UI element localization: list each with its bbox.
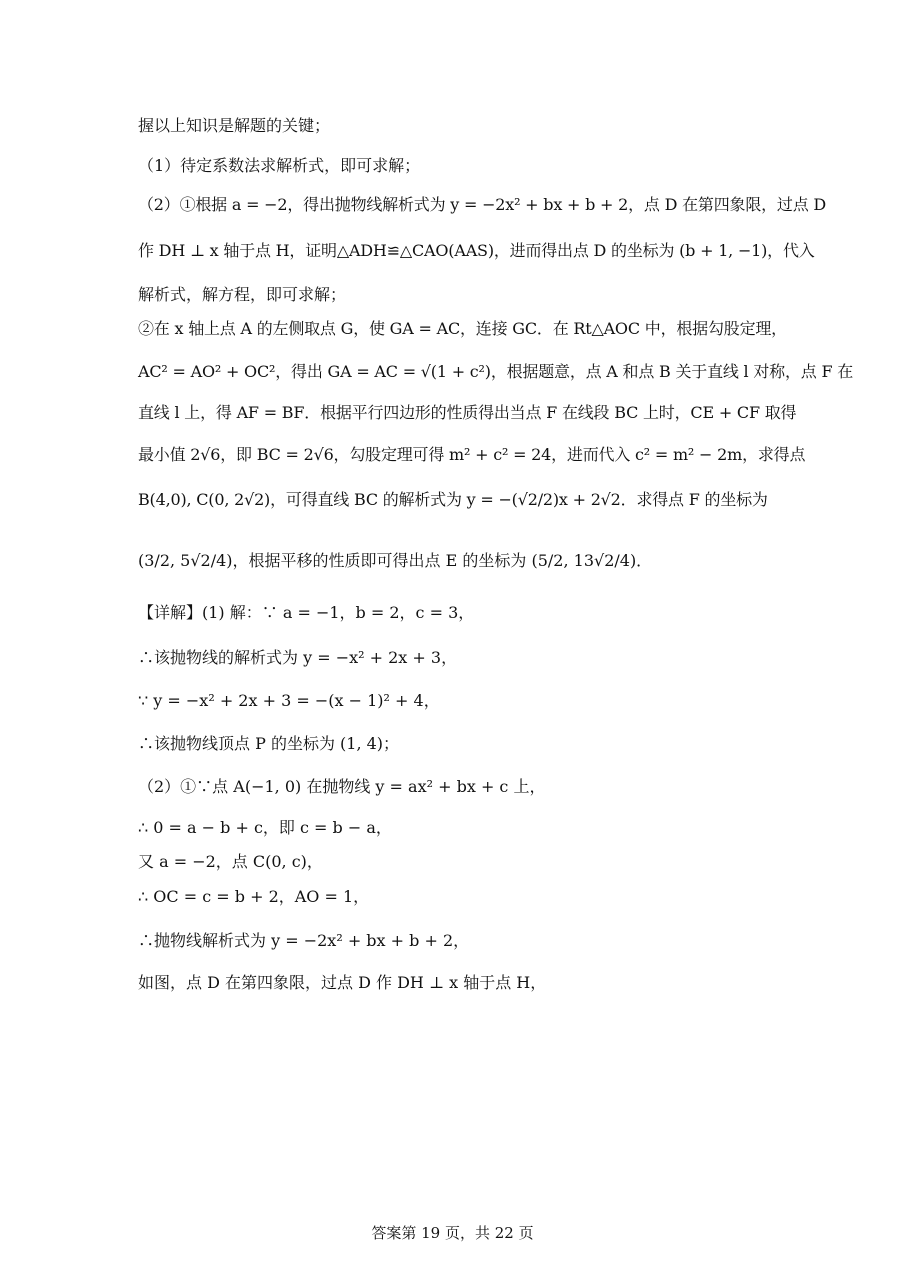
text-line-4: 作 DH ⊥ x 轴于点 H，证明△ADH≌△CAO(AAS)，进而得出点 D 的坐标为 (b + 1, −1)，代入 [138, 241, 815, 260]
text-line-8: 直线 l 上，得 AF = BF．根据平行四边形的性质得出当点 F 在线段 BC 上时，CE + CF 取得 [138, 403, 797, 422]
text-line-1: 握以上知识是解题的关键； [138, 116, 331, 135]
text-line-16: （2）①∵点 A(−1, 0) 在抛物线 y = ax² + bx + c 上， [138, 777, 546, 796]
text-line-3: （2）①根据 a = −2，得出抛物线解析式为 y = −2x² + bx + b + 2，点 D 在第四象限，过点 D [138, 195, 827, 214]
text-line-7: AC² = AO² + OC²，得出 GA = AC = √(1 + c²)，根据题意，点 A 和点 B 关于直线 l 对称，点 F 在 [138, 362, 854, 381]
text-line-19: ∴ OC = c = b + 2，AO = 1， [138, 887, 370, 906]
text-line-10: B(4,0), C(0, 2√2)，可得直线 BC 的解析式为 y = −(√2/2)x + 2√2．求得点 F 的坐标为 [138, 490, 768, 509]
text-line-13: ∴该抛物线的解析式为 y = −x² + 2x + 3， [138, 648, 458, 667]
text-line-5: 解析式，解方程，即可求解； [138, 285, 347, 304]
text-line-17: ∴ 0 = a − b + c，即 c = b − a， [138, 818, 392, 837]
text-line-21: 如图，点 D 在第四象限，过点 D 作 DH ⊥ x 轴于点 H， [138, 973, 547, 992]
text-line-6: ②在 x 轴上点 A 的左侧取点 G，使 GA = AC，连接 GC．在 Rt△AOC 中，根据勾股定理， [138, 319, 787, 338]
text-line-20: ∴抛物线解析式为 y = −2x² + bx + b + 2， [138, 931, 470, 950]
text-line-11: (3/2, 5√2/4)，根据平移的性质即可得出点 E 的坐标为 (5/2, 13√2/4)． [138, 551, 653, 570]
text-line-15: ∴该抛物线顶点 P 的坐标为 (1, 4)； [138, 734, 400, 753]
text-line-2: （1）待定系数法求解析式，即可求解； [138, 156, 421, 175]
text-line-9: 最小值 2√6，即 BC = 2√6，勾股定理可得 m² + c² = 24，进而代入 c² = m² − 2m，求得点 [138, 445, 806, 464]
text-line-18: 又 a = −2，点 C(0, c)， [138, 852, 323, 871]
text-line-14: ∵ y = −x² + 2x + 3 = −(x − 1)² + 4， [138, 691, 440, 710]
text-line-12: 【详解】(1) 解：∵ a = −1，b = 2，c = 3， [138, 603, 475, 622]
page-footer: 答案第 19 页，共 22 页 [371, 1224, 534, 1242]
